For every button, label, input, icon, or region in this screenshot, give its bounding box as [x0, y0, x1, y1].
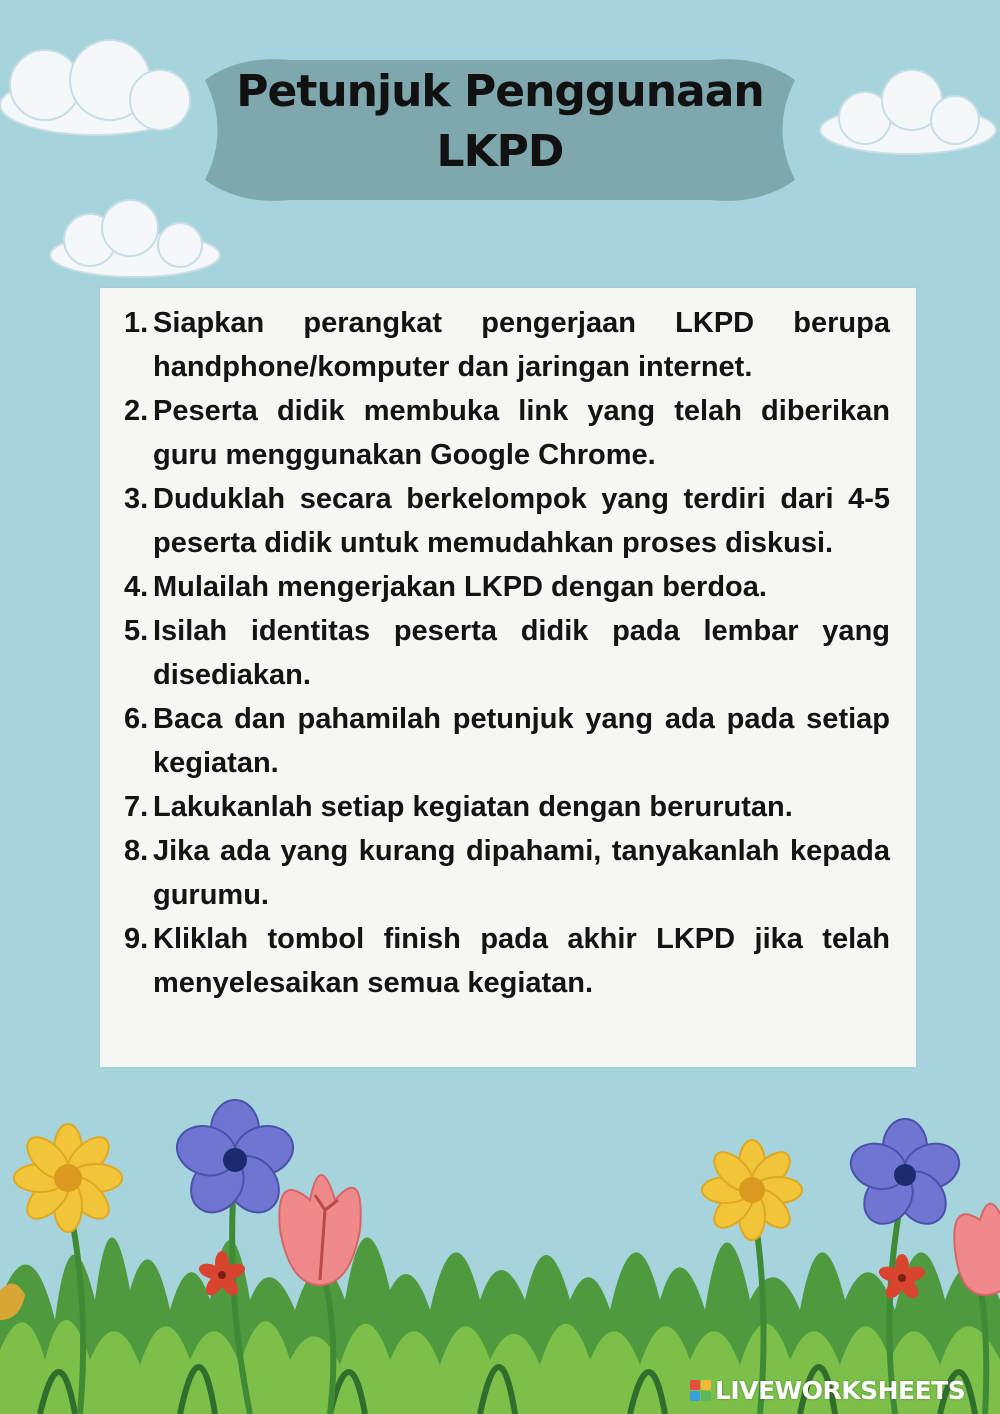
cloud-left-lower — [50, 200, 220, 277]
instruction-text: Baca dan pahamilah petunjuk yang ada pada setiap kegiatan. — [153, 703, 890, 779]
liveworksheets-logo-icon — [690, 1380, 711, 1401]
instruction-number: 7. — [124, 791, 149, 823]
instruction-item — [124, 697, 890, 785]
instruction-item — [124, 565, 890, 609]
instruction-item — [124, 917, 890, 1005]
liveworksheets-watermark — [690, 1374, 965, 1406]
instruction-number: 4. — [124, 571, 149, 603]
cloud-left-top — [0, 40, 190, 135]
instruction-item — [124, 785, 890, 829]
yellow-flower-right — [702, 1140, 802, 1240]
instruction-number: 1. — [124, 307, 149, 339]
page-title-line-1: Petunjuk Penggunaan — [236, 66, 764, 117]
instruction-item — [124, 301, 890, 389]
cloud-right — [820, 70, 996, 154]
instruction-item — [124, 477, 890, 565]
instruction-text: Mulailah mengerjakan LKPD dengan berdoa. — [153, 571, 767, 603]
watermark-text: LIVEWORKSHEETS — [715, 1375, 966, 1405]
pink-flower-left — [279, 1175, 360, 1285]
instructions-card — [100, 288, 916, 1067]
page-title-line-2: LKPD — [436, 126, 564, 177]
instruction-item — [124, 829, 890, 917]
instruction-text: Siapkan perangkat pengerjaan LKPD berupa handphone/komputer dan jaringan internet. — [153, 307, 890, 383]
instruction-text: Duduklah secara berkelompok yang terdiri dari 4-5 peserta didik untuk memudahkan proses diskusi. — [153, 483, 890, 559]
instruction-text: Peserta didik membuka link yang telah diberikan guru menggunakan Google Chrome. — [153, 395, 890, 471]
instruction-item — [124, 389, 890, 477]
instruction-number: 5. — [124, 615, 149, 647]
instruction-number: 2. — [124, 395, 149, 427]
instruction-text: Isilah identitas peserta didik pada lembar yang disediakan. — [153, 615, 890, 691]
instruction-number: 3. — [124, 483, 149, 515]
instruction-number: 9. — [124, 923, 149, 955]
yellow-flower-left — [14, 1124, 122, 1232]
page-title — [205, 62, 795, 182]
instruction-text: Lakukanlah setiap kegiatan dengan berurutan. — [153, 791, 793, 823]
instructions-list — [124, 301, 890, 1005]
instruction-number: 6. — [124, 703, 149, 735]
instruction-text: Jika ada yang kurang dipahami, tanyakanlah kepada gurumu. — [153, 835, 890, 911]
instruction-item — [124, 609, 890, 697]
instruction-text: Kliklah tombol finish pada akhir LKPD jika telah menyelesaikan semua kegiatan. — [153, 923, 890, 999]
instruction-number: 8. — [124, 835, 149, 867]
blue-flower-right — [845, 1119, 965, 1233]
